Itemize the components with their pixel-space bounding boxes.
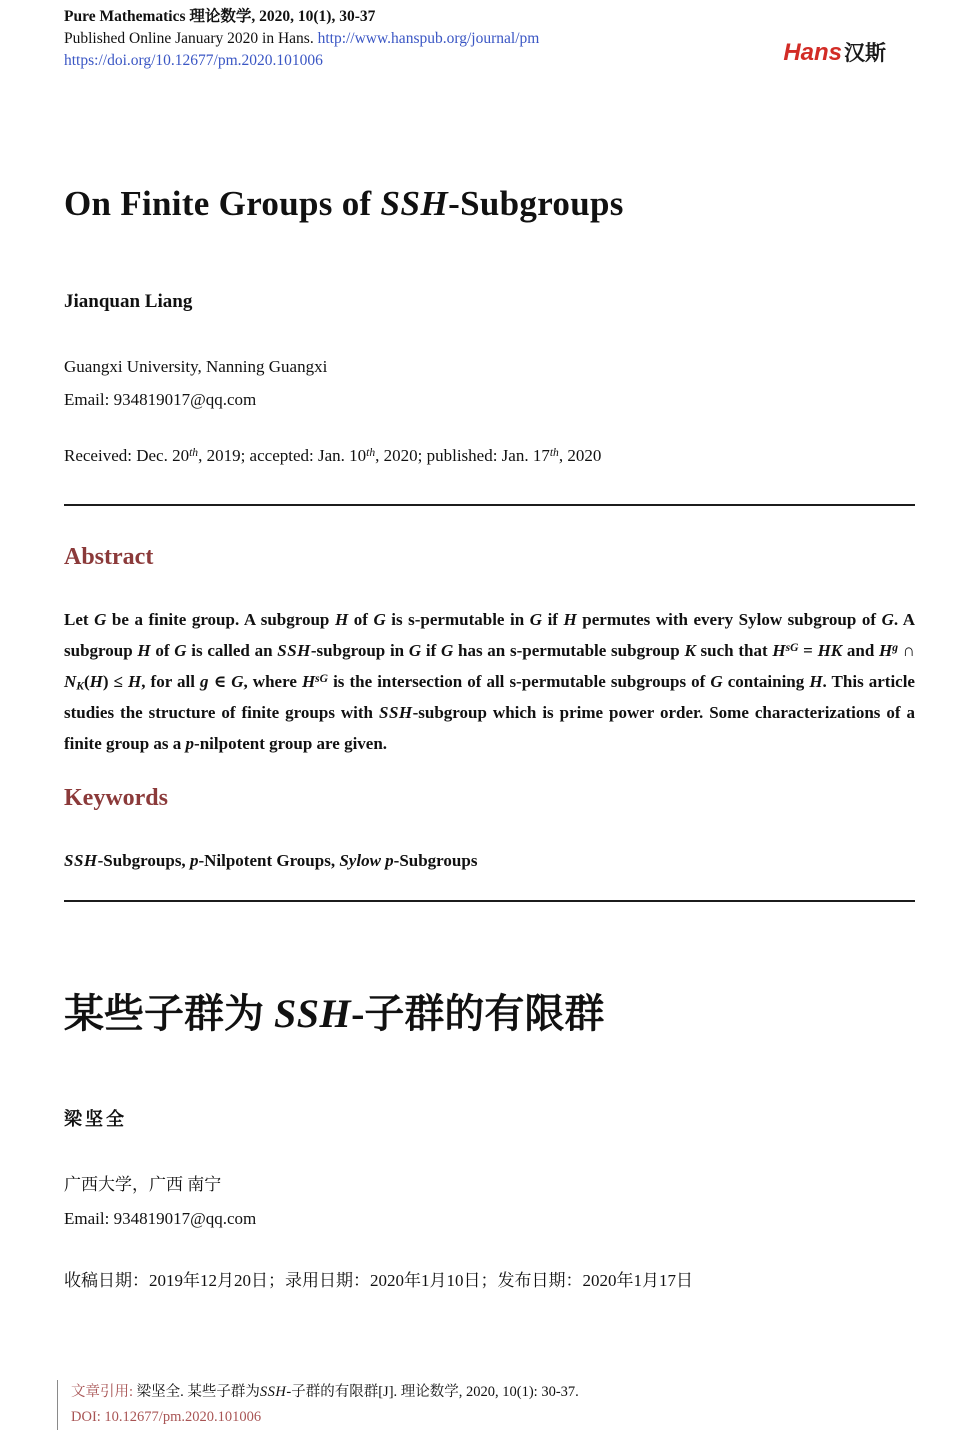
text-segment: , 2020; published: Jan. 17 xyxy=(375,446,550,465)
text-segment-sup: sG xyxy=(315,671,329,685)
text-segment: such that xyxy=(695,641,773,660)
author-name: Jianquan Liang xyxy=(64,291,193,312)
paper-title xyxy=(64,182,915,226)
chinese-email-line: Email: 934819017@qq.com xyxy=(64,1209,257,1228)
text-segment: -Subgroups xyxy=(393,851,478,870)
text-segment-i: H xyxy=(89,672,103,691)
text-segment-i: p xyxy=(185,734,195,753)
text-segment: Let xyxy=(64,610,95,629)
text-segment-i: K xyxy=(684,641,696,660)
text-segment: of xyxy=(348,610,374,629)
text-segment-i: G xyxy=(710,672,723,691)
text-segment: has an s-permutable subgroup xyxy=(453,641,685,660)
abstract-heading: Abstract xyxy=(64,544,154,570)
text-segment-sc: SSH xyxy=(64,851,98,870)
text-segment: , 2020 xyxy=(558,446,602,465)
text-segment: -Subgroups xyxy=(448,184,624,223)
text-segment: -子群的有限群[J]. 理论数学, 2020, 10(1): 30-37. xyxy=(286,1384,579,1400)
abstract-text xyxy=(64,604,915,759)
text-segment: be a finite group. A subgroup xyxy=(106,610,335,629)
text-segment-i: G xyxy=(373,610,386,629)
hans-logo xyxy=(783,39,886,67)
text-segment-i: N xyxy=(64,672,77,691)
text-segment-i: g xyxy=(200,672,209,691)
text-segment: 梁坚全. 某些子群为 xyxy=(136,1384,260,1400)
text-segment-i: p xyxy=(385,851,394,870)
text-segment: containing xyxy=(722,672,810,691)
text-segment-i: H xyxy=(137,641,151,660)
footer-citation-block xyxy=(57,1380,915,1430)
text-segment: if xyxy=(421,641,441,660)
text-segment: ∩ xyxy=(898,641,915,660)
text-segment: , where xyxy=(243,672,302,691)
text-segment: -subgroup which is prime power order. Some characterizations of a finite group as a xyxy=(64,703,915,753)
text-segment-i: p xyxy=(189,851,199,870)
text-segment: is s-permutable in xyxy=(385,610,530,629)
text-segment-sub: K xyxy=(76,679,84,693)
text-segment-sc: SSH xyxy=(274,991,352,1036)
text-segment-sup: th xyxy=(549,445,559,459)
text-segment: ) ≤ xyxy=(102,672,128,691)
text-segment: -nilpotent group are given. xyxy=(194,734,388,753)
text-segment-sup: th xyxy=(189,445,199,459)
chinese-dates-line: 收稿日期：2019年12月20日；录用日期：2020年1月10日；发布日期：2020年1月17日 xyxy=(64,1271,693,1290)
text-segment: On Finite Groups of xyxy=(64,184,381,223)
text-segment-i: H xyxy=(334,610,349,629)
footer-doi-link[interactable]: DOI: 10.12677/pm.2020.101006 xyxy=(71,1409,262,1425)
text-segment: , for all xyxy=(141,672,201,691)
text-segment: -Nilpotent Groups, xyxy=(198,851,340,870)
text-segment: , 2019; accepted: Jan. 10 xyxy=(198,446,367,465)
text-segment-sc: SSH xyxy=(378,703,413,722)
text-segment-i: Sylow xyxy=(339,851,381,870)
journal-header xyxy=(64,6,915,72)
journal-url-link[interactable]: http://www.hanspub.org/journal/pm xyxy=(317,30,540,47)
text-segment: if xyxy=(542,610,564,629)
text-segment-sc: SSH xyxy=(259,1384,287,1400)
header-doi-link[interactable]: https://doi.org/10.12677/pm.2020.101006 xyxy=(64,52,323,69)
text-segment-sup: sG xyxy=(785,640,799,654)
text-segment: and xyxy=(842,641,880,660)
text-segment: ∈ xyxy=(208,672,232,691)
text-segment-i: H xyxy=(772,641,786,660)
hans-logo-latin-text: Hans xyxy=(783,39,842,66)
chinese-title xyxy=(64,988,915,1040)
text-segment-sc: SSH xyxy=(380,184,449,223)
text-segment: -subgroup in xyxy=(310,641,409,660)
text-segment: is called an xyxy=(186,641,278,660)
text-segment-i: G xyxy=(881,610,894,629)
keywords-heading: Keywords xyxy=(64,785,168,811)
text-segment: of xyxy=(150,641,175,660)
text-segment-i: H xyxy=(563,610,577,629)
text-segment: is the intersection of all s-permutable subgroups of xyxy=(328,672,711,691)
text-segment-i: G xyxy=(174,641,187,660)
divider-top xyxy=(64,504,915,506)
divider-middle xyxy=(64,900,915,902)
text-segment: . This article studies the structure of finite groups with xyxy=(64,672,915,722)
journal-line: Pure Mathematics 理论数学, 2020, 10(1), 30-37 xyxy=(64,8,376,25)
email-line: Email: 934819017@qq.com xyxy=(64,390,257,409)
text-segment-i: G xyxy=(408,641,422,660)
text-segment-sup: th xyxy=(366,445,376,459)
received-dates-line xyxy=(64,444,915,468)
text-segment: Received: Dec. 20 xyxy=(64,446,190,465)
text-segment: -子群的有限群 xyxy=(351,991,605,1036)
text-segment: -Subgroups, xyxy=(97,851,190,870)
chinese-affiliation-line: 广西大学，广西 南宁 xyxy=(64,1175,222,1194)
text-segment: . A subgroup xyxy=(64,610,916,660)
text-segment-i: HK xyxy=(817,641,843,660)
chinese-author-name: 梁坚全 xyxy=(64,1109,127,1129)
text-segment-i: G xyxy=(94,610,107,629)
affiliation-block xyxy=(64,350,915,416)
text-segment: ( xyxy=(83,672,90,691)
text-segment-i: G xyxy=(441,641,454,660)
text-segment-label: 文章引用: xyxy=(71,1384,137,1400)
text-segment: 某些子群为 xyxy=(64,991,274,1036)
text-segment: permutes with every Sylow subgroup of xyxy=(576,610,882,629)
text-segment: = xyxy=(798,641,818,660)
footer-citation xyxy=(71,1380,915,1405)
chinese-affiliation-block xyxy=(64,1168,915,1236)
text-segment-i: G xyxy=(231,672,244,691)
hans-logo-chinese-text: 汉斯 xyxy=(844,41,886,65)
text-segment-i: H xyxy=(879,641,893,660)
published-prefix: Published Online January 2020 in Hans. xyxy=(64,30,318,47)
keywords-text xyxy=(64,845,915,876)
text-segment-i: H xyxy=(128,672,142,691)
text-segment-sc: SSH xyxy=(277,641,311,660)
text-segment-i: H xyxy=(809,672,823,691)
text-segment-sup: g xyxy=(892,640,899,654)
text-segment-i: G xyxy=(529,610,543,629)
footer-doi-line xyxy=(71,1405,915,1430)
text-segment-i: H xyxy=(301,672,316,691)
affiliation-line: Guangxi University, Nanning Guangxi xyxy=(64,357,328,376)
